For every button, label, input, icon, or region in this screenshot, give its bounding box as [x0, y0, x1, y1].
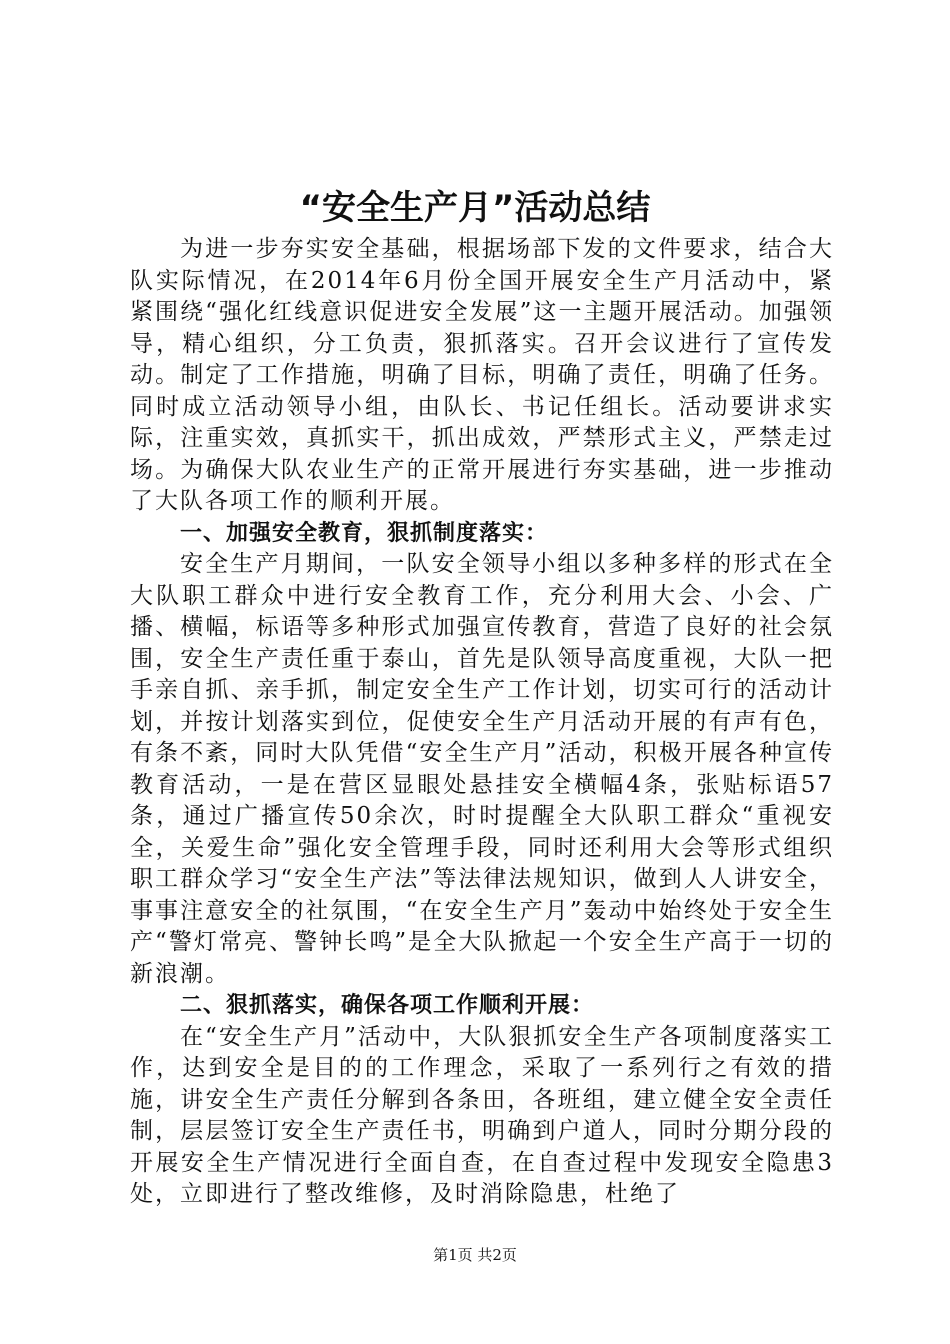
page-title: “安全生产月”活动总结 [299, 188, 651, 228]
section-1-heading: 一、加强安全教育，狠抓制度落实： [180, 520, 549, 546]
section-1-paragraph: 安全生产月期间，一队安全领导小组以多种多样的形式在全大队职工群众中进行安全教育工作，充分利用大会、小会、广播、横幅，标语等多种形式加强宣传教育，营造了良好的社会氛围，安全生产责任重于泰山，首先是队领导高度重视，大队一把手亲自抓、亲手抓，制定安全生产工作计划，切实可行的活动计划，并按计划落实到位，促使安全生产月活动开展的有声有色，有条不紊，同时大队凭借“安全生产月”活动，积极开展各种宣传教育活动，一是在营区显眼处悬挂安全横幅4条，张贴标语57条，通过广播宣传50余次，时时提醒全大队职工群众“重视安全，关爱生命”强化安全管理手段，同时还利用大会等形式组织职工群众学习“安全生产法”等法律法规知识，做到人人讲安全，事事注意安全的社氛围，“在安全生产月”轰动中始终处于安全生产“警灯常亮、警钟长鸣”是全大队掀起一个安全生产高于一切的新浪潮。 [130, 551, 834, 987]
intro-paragraph: 为进一步夯实安全基础，根据场部下发的文件要求，结合大队实际情况，在2014年6月份全国开展安全生产月活动中，紧紧围绕“强化红线意识促进安全发展”这一主题开展活动。加强领导，精心组织，分工负责，狠抓落实。召开会议进行了宣传发动。制定了工作措施，明确了目标，明确了责任，明确了任务。同时成立活动领导小组，由队长、书记任组长。活动要讲求实际，注重实效，真抓实干，抓出成效，严禁形式主义，严禁走过场。为确保大队农业生产的正常开展进行夯实基础，进一步推动了大队各项工作的顺利开展。 [130, 236, 834, 514]
section-2-heading: 二、狠抓落实，确保各项工作顺利开展： [180, 993, 595, 1018]
document-body [130, 234, 834, 1211]
page-number-footer: 第1页 共2页 [433, 1246, 517, 1264]
section-2-paragraph: 在“安全生产月”活动中，大队狠抓安全生产各项制度落实工作，达到安全是目的的工作理念，采取了一系列行之有效的措施，讲安全生产责任分解到各条田，各班组，建立健全安全责任制，层层签订安全生产责任书，明确到户道人，同时分期分段的开展安全生产情况进行全面自查，在自查过程中发现安全隐患3处，立即进行了整改维修，及时消除隐患，杜绝了 [130, 1023, 834, 1207]
